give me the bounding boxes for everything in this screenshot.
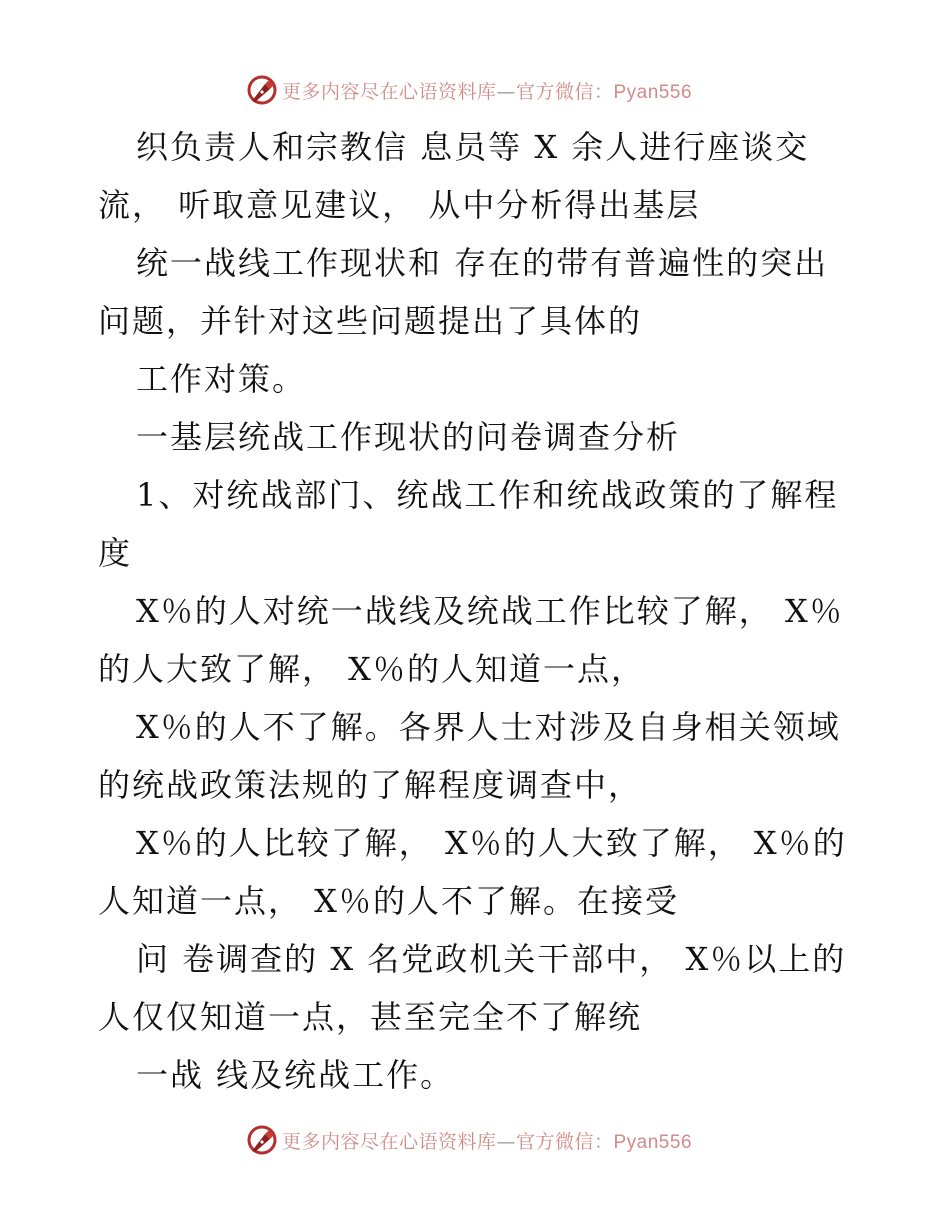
subsection-heading: 1、对统战部门、统战工作和统战政策的了解程	[136, 476, 839, 514]
watermark-site-name: 更多内容尽在心语资料库	[281, 1130, 497, 1153]
body-line: X％的人不了解。各界人士对涉及自身相关领域	[136, 708, 841, 746]
body-line: X％的人对统一战线及统战工作比较了解， X％	[136, 592, 844, 630]
body-line: 流， 听取意见建议， 从中分析得出基层	[98, 186, 701, 224]
footer-watermark-banner	[0, 1120, 950, 1160]
watermark-text	[282, 1127, 692, 1154]
body-line: X％的人比较了解， X％的人大致了解， X％的	[136, 824, 847, 862]
watermark-group	[246, 74, 692, 106]
body-line: 度	[98, 534, 133, 572]
watermark-separator: —	[496, 80, 516, 103]
body-line: 的人大致了解， X％的人知道一点，	[98, 650, 645, 688]
body-line: 人仅仅知道一点，甚至完全不了解统	[98, 998, 643, 1036]
watermark-wechat-label: 官方微信：	[515, 1130, 614, 1153]
document-body	[98, 118, 858, 1104]
body-line: 人知道一点， X％的人不了解。在接受	[98, 882, 679, 920]
header-watermark-banner	[0, 70, 950, 110]
watermark-site-name: 更多内容尽在心语资料库	[281, 80, 497, 103]
body-line: 一战 线及统战工作。	[136, 1056, 455, 1094]
pen-nib-logo-icon	[246, 1124, 278, 1156]
body-line: 工作对策。	[136, 360, 307, 398]
body-line: 统一战线工作现状和 存在的带有普遍性的突出	[136, 244, 829, 282]
body-line: 问 卷调查的 X 名党政机关干部中， X％以上的	[136, 940, 847, 978]
watermark-wechat-id: Pyan556	[613, 81, 693, 103]
watermark-wechat-id: Pyan556	[613, 1131, 693, 1153]
pen-nib-logo-icon	[246, 74, 278, 106]
watermark-group	[246, 1124, 692, 1156]
watermark-text	[282, 77, 692, 104]
watermark-separator: —	[496, 1130, 516, 1153]
section-heading: 一基层统战工作现状的问卷调查分析	[136, 418, 681, 456]
watermark-wechat-label: 官方微信：	[515, 80, 614, 103]
body-line: 的统战政策法规的了解程度调查中，	[98, 766, 643, 804]
body-line: 问题，并针对这些问题提出了具体的	[98, 302, 643, 340]
body-line: 织负责人和宗教信 息员等 X 余人进行座谈交	[136, 128, 810, 166]
